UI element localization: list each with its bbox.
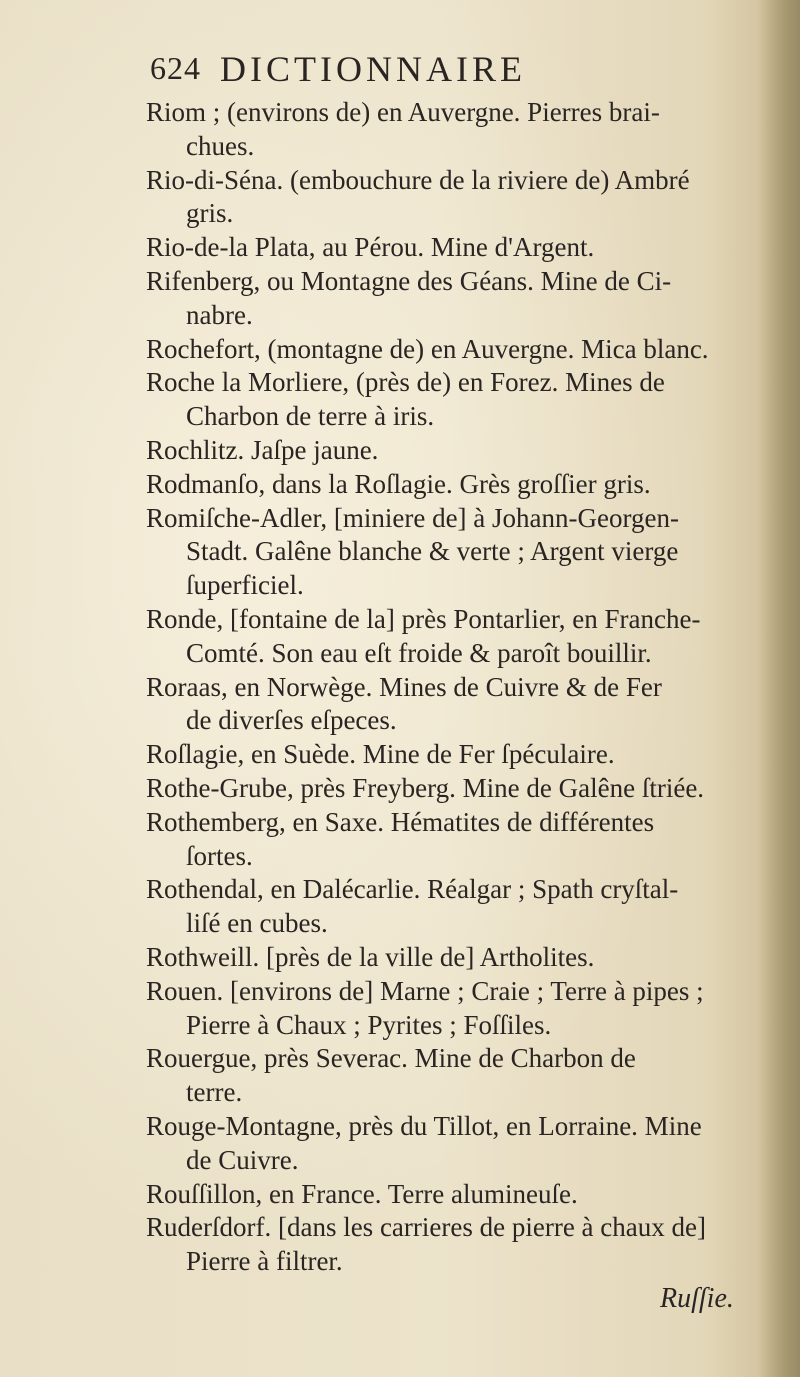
- page-number: 624: [150, 50, 201, 86]
- text-line: de Cuivre.: [186, 1145, 299, 1175]
- text-line: Roraas, en Norwège. Mines de Cuivre & de Fer: [146, 672, 662, 702]
- text-line: ſortes.: [186, 841, 253, 871]
- page-header: [150, 48, 710, 92]
- text-line: gris.: [186, 198, 234, 228]
- text-line: Rouſſillon, en France. Terre alumineuſe.: [146, 1179, 578, 1209]
- text-line: Rochefort, (montagne de) en Auvergne. Mica blanc.: [146, 334, 709, 364]
- text-line: Rifenberg, ou Montagne des Géans. Mine de Ci-: [146, 266, 672, 296]
- text-line: chues.: [186, 131, 255, 161]
- text-line: Rothe-Grube, près Freyberg. Mine de Galêne ſtriée.: [146, 773, 705, 803]
- text-line: Roſlagie, en Suède. Mine de Fer ſpéculaire.: [146, 739, 615, 769]
- text-line: Rodmanſo, dans la Roſlagie. Grès groſſier gris.: [146, 469, 651, 499]
- text-line: Rio-de-la Plata, au Pérou. Mine d'Argent.: [146, 232, 595, 262]
- running-title: DICTIONNAIRE: [220, 49, 526, 89]
- text-line: Rothemberg, en Saxe. Hématites de différentes: [146, 807, 655, 837]
- text-line: Riom ; (environs de) en Auvergne. Pierres brai-: [146, 97, 660, 127]
- catchword: Ruſſie.: [660, 1283, 734, 1314]
- text-line: Rouge-Montagne, près du Tillot, en Lorraine. Mine: [146, 1111, 702, 1141]
- text-line: Rothweill. [près de la ville de] Artholites.: [146, 942, 595, 972]
- text-line: Ronde, [fontaine de la] près Pontarlier, en Franche-: [146, 604, 701, 634]
- text-line: de diverſes eſpeces.: [186, 705, 397, 735]
- text-line: Rio-di-Séna. (embouchure de la riviere de) Ambré: [146, 165, 690, 195]
- text-line: Charbon de terre à iris.: [186, 401, 435, 431]
- text-line: Roche la Morliere, (près de) en Forez. Mines de: [146, 367, 665, 397]
- text-line: Ruderſdorf. [dans les carrieres de pierre à chaux de]: [146, 1212, 706, 1242]
- text-line: Romiſche-Adler, [miniere de] à Johann-Georgen-: [146, 503, 679, 533]
- text-line: Stadt. Galêne blanche & verte ; Argent vierge: [186, 536, 679, 566]
- page-edge-shadow: [758, 0, 800, 1377]
- text-line: Rothendal, en Dalécarlie. Réalgar ; Spath cryſtal-: [146, 874, 679, 904]
- text-line: Rouen. [environs de] Marne ; Craie ; Terre à pipes ;: [146, 976, 704, 1006]
- text-line: ſuperficiel.: [186, 570, 304, 600]
- text-line: Comté. Son eau eſt froide & paroît bouillir.: [186, 638, 652, 668]
- text-line: terre.: [186, 1077, 243, 1107]
- text-line: nabre.: [186, 300, 253, 330]
- text-line: Rochlitz. Jaſpe jaune.: [146, 435, 379, 465]
- text-line: Pierre à filtrer.: [186, 1246, 343, 1276]
- text-line: Pierre à Chaux ; Pyrites ; Foſſiles.: [186, 1010, 552, 1040]
- text-line: liſé en cubes.: [186, 908, 328, 938]
- text-line: Rouergue, près Severac. Mine de Charbon de: [146, 1043, 636, 1073]
